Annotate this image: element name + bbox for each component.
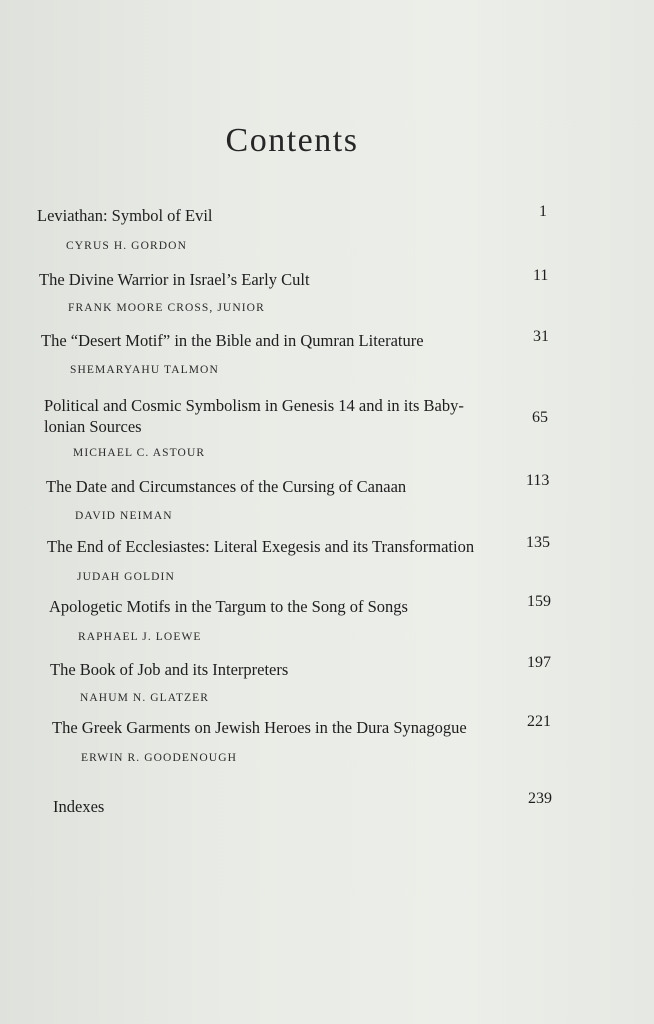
entry-title: Leviathan: Symbol of Evil	[37, 206, 213, 225]
entry-author: MICHAEL C. ASTOUR	[73, 447, 206, 459]
entry-page-number: 31	[533, 328, 549, 345]
indexes-page-number: 239	[528, 790, 552, 807]
entry-page-number: 11	[533, 267, 549, 284]
entry-title: The “Desert Motif” in the Bible and in Qumran Literature	[41, 331, 424, 350]
entry-author: DAVID NEIMAN	[75, 510, 173, 522]
entry-author: RAPHAEL J. LOEWE	[78, 631, 202, 643]
entry-page-number: 197	[527, 654, 551, 671]
entry-author: SHEMARYAHU TALMON	[70, 364, 219, 376]
entry-page-number: 65	[532, 409, 548, 426]
entry-author: NAHUM N. GLATZER	[80, 692, 210, 704]
entry-title: Political and Cosmic Symbolism in Genesis 14 and in its Baby-lonian Sources	[44, 396, 464, 436]
entry-page-number: 135	[526, 534, 550, 551]
page-title: Contents	[225, 122, 359, 159]
entry-page-number: 221	[527, 713, 551, 730]
entry-page-number: 1	[539, 203, 547, 220]
entry-page-number: 113	[526, 472, 550, 489]
entry-author: CYRUS H. GORDON	[66, 240, 187, 252]
entry-title: The Greek Garments on Jewish Heroes in the Dura Synagogue	[52, 718, 467, 737]
entry-author: FRANK MOORE CROSS, JUNIOR	[68, 302, 265, 314]
entry-author: JUDAH GOLDIN	[77, 571, 175, 583]
entry-author: ERWIN R. GOODENOUGH	[81, 752, 238, 764]
entry-title: The Date and Circumstances of the Cursing of Canaan	[46, 477, 407, 496]
entry-title: The Divine Warrior in Israel’s Early Cult	[39, 270, 310, 289]
indexes-title: Indexes	[53, 797, 105, 816]
entry-title: Apologetic Motifs in the Targum to the Song of Songs	[49, 597, 408, 616]
entry-title: The End of Ecclesiastes: Literal Exegesis and its Transformation	[47, 537, 475, 556]
entry-page-number: 159	[527, 593, 551, 610]
entry-title: The Book of Job and its Interpreters	[50, 660, 289, 679]
